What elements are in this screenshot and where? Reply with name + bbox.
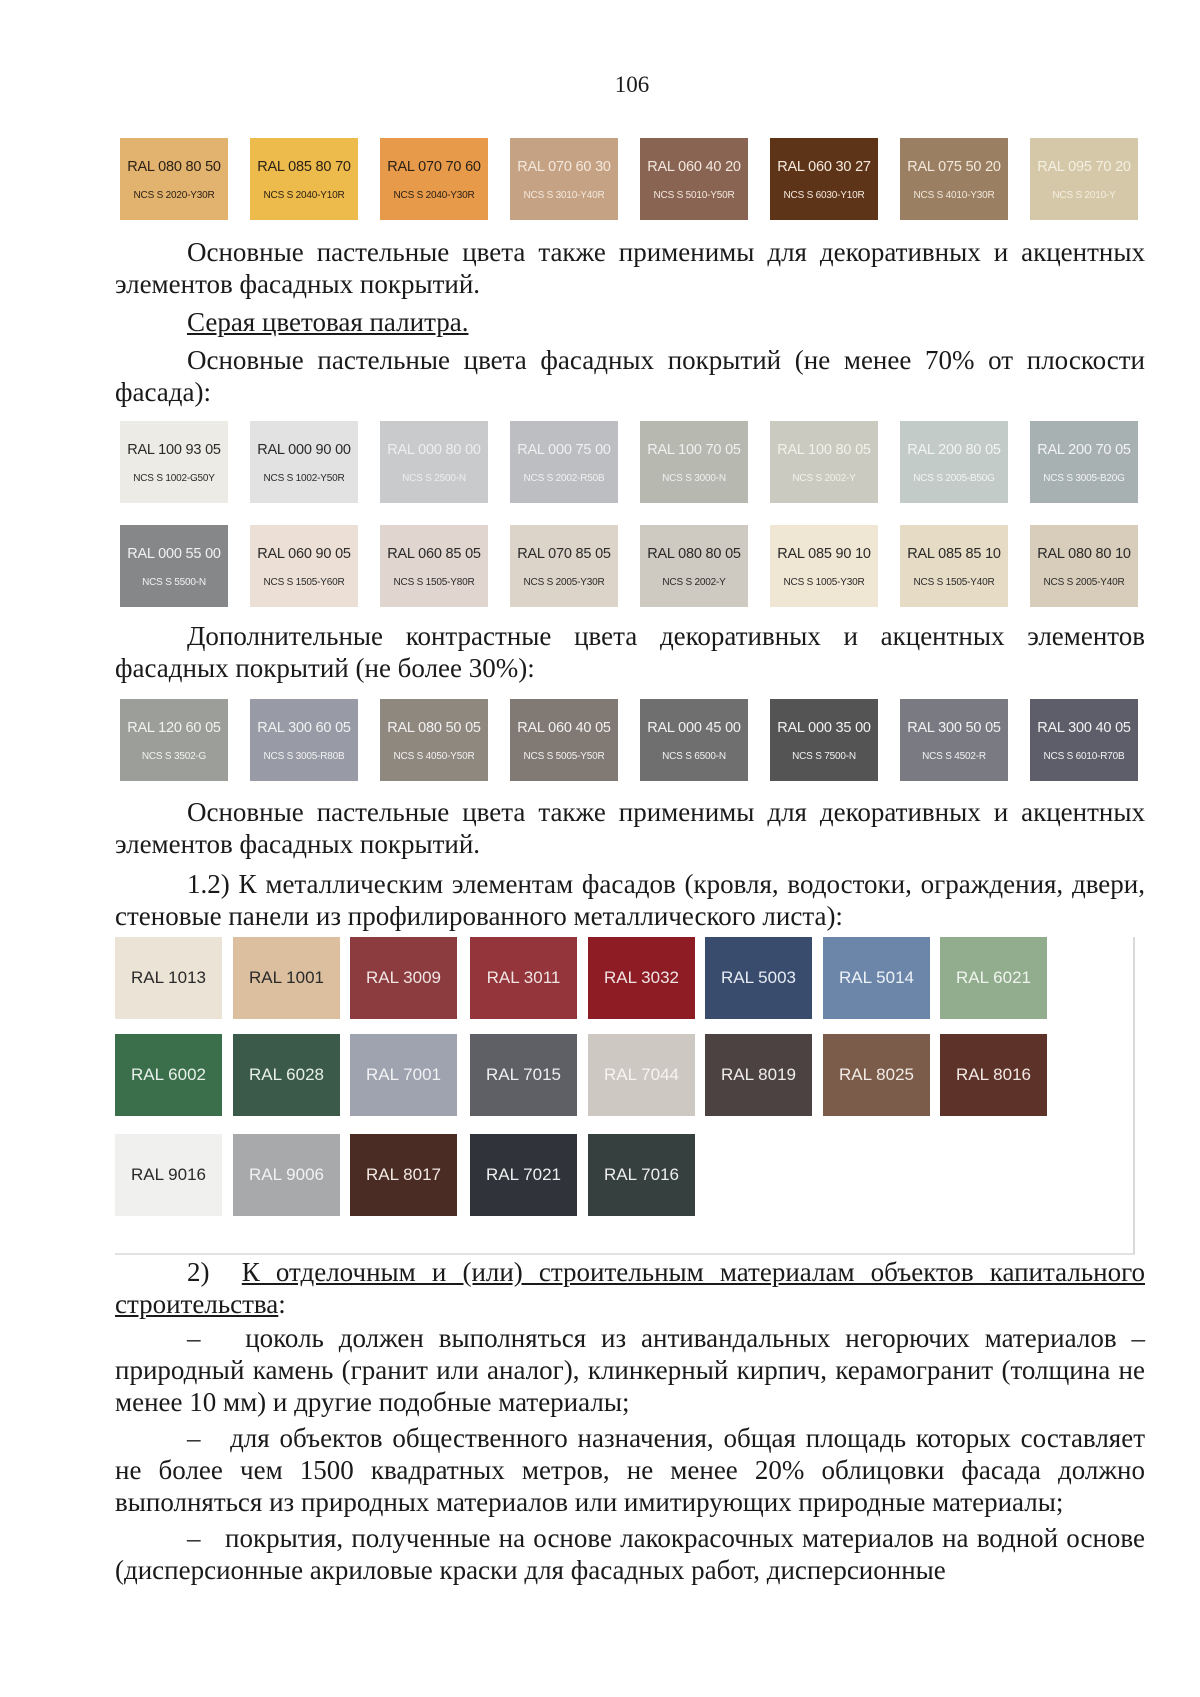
metal-color-swatch: RAL 1001 xyxy=(233,937,340,1019)
paragraph-pastel-note-2: Основные пастельные цвета также применимы для декоративных и акцентных элементов фасадных покрытий. xyxy=(115,797,1145,859)
color-swatch xyxy=(250,421,358,503)
color-swatch xyxy=(770,138,878,220)
ncs-code: NCS S 3502-G xyxy=(141,751,207,762)
color-swatch xyxy=(770,699,878,781)
ral-code: RAL 060 40 05 xyxy=(517,720,611,736)
metal-color-swatch: RAL 8019 xyxy=(705,1034,812,1116)
ncs-code: NCS S 4010-Y30R xyxy=(913,190,995,201)
ral-code: RAL 300 50 05 xyxy=(907,720,1001,736)
ncs-code: NCS S 3005-R80B xyxy=(263,751,345,762)
metal-color-swatch: RAL 9016 xyxy=(115,1134,222,1216)
ncs-code: NCS S 1505-Y40R xyxy=(913,577,995,588)
ral-code: RAL 080 80 10 xyxy=(1037,546,1131,562)
ncs-code: NCS S 2010-Y xyxy=(1052,190,1116,201)
ral-code: RAL 100 80 05 xyxy=(777,442,871,458)
metal-color-swatch: RAL 3032 xyxy=(588,937,695,1019)
ncs-code: NCS S 4502-R xyxy=(922,751,986,762)
ncs-code: NCS S 3010-Y40R xyxy=(523,190,605,201)
ncs-code: NCS S 6010-R70B xyxy=(1043,751,1125,762)
color-swatch xyxy=(640,699,748,781)
materials-heading: К отделочным и (или) строительным материалам объектов капитального строительства xyxy=(115,1257,1145,1319)
color-swatch xyxy=(120,699,228,781)
ncs-code: NCS S 6500-N xyxy=(662,751,726,762)
bullet-marker: – xyxy=(187,1323,201,1353)
ncs-code: NCS S 2002-R50B xyxy=(523,473,605,484)
color-swatch xyxy=(510,525,618,607)
color-swatch xyxy=(250,699,358,781)
ral-code: RAL 200 80 05 xyxy=(907,442,1001,458)
ral-code: RAL 080 50 05 xyxy=(387,720,481,736)
ral-code: RAL 075 50 20 xyxy=(907,159,1001,175)
color-swatch xyxy=(900,699,1008,781)
metal-color-swatch: RAL 8025 xyxy=(823,1034,930,1116)
ncs-code: NCS S 2002-Y xyxy=(792,473,856,484)
ncs-code: NCS S 4050-Y50R xyxy=(393,751,475,762)
metal-color-swatch: RAL 6021 xyxy=(940,937,1047,1019)
color-swatch xyxy=(1030,138,1138,220)
paragraph-pastel-note-1: Основные пастельные цвета также применимы для декоративных и акцентных элементов фасадных покрытий. xyxy=(115,237,1145,299)
ncs-code: NCS S 3000-N xyxy=(662,473,726,484)
ral-code: RAL 120 60 05 xyxy=(127,720,221,736)
ral-code: RAL 080 80 50 xyxy=(127,159,221,175)
metal-color-panel xyxy=(115,937,1135,1255)
color-swatch xyxy=(1030,699,1138,781)
palette-row-contrast xyxy=(120,699,1140,781)
metal-color-swatch: RAL 6028 xyxy=(233,1034,340,1116)
color-swatch xyxy=(380,138,488,220)
ral-code: RAL 100 70 05 xyxy=(647,442,741,458)
color-swatch xyxy=(900,421,1008,503)
paragraph-materials xyxy=(115,1256,1145,1320)
ncs-code: NCS S 2020-Y30R xyxy=(133,190,215,201)
ral-code: RAL 060 40 20 xyxy=(647,159,741,175)
metal-color-swatch: RAL 8017 xyxy=(350,1134,457,1216)
bullet-coatings-text: покрытия, полученные на основе лакокрасочных материалов на водной основе (дисперсионные акриловые краски для фасадных работ, дисперсионные xyxy=(115,1523,1145,1585)
palette-row-grey-1 xyxy=(120,421,1140,503)
color-swatch xyxy=(1030,421,1138,503)
color-swatch xyxy=(250,138,358,220)
page-number: 106 xyxy=(614,72,650,97)
ncs-code: NCS S 3005-B20G xyxy=(1043,473,1125,484)
ral-code: RAL 000 75 00 xyxy=(517,442,611,458)
bullet-coatings xyxy=(115,1522,1145,1586)
ncs-code: NCS S 2500-N xyxy=(402,473,466,484)
color-swatch xyxy=(1030,525,1138,607)
metal-color-swatch: RAL 8016 xyxy=(940,1034,1047,1116)
palette-row-warm xyxy=(120,138,1140,220)
ral-code: RAL 300 40 05 xyxy=(1037,720,1131,736)
ncs-code: NCS S 1505-Y60R xyxy=(263,577,345,588)
ncs-code: NCS S 2040-Y10R xyxy=(263,190,345,201)
ncs-code: NCS S 2002-Y xyxy=(662,577,726,588)
ral-code: RAL 085 80 70 xyxy=(257,159,351,175)
ncs-code: NCS S 1505-Y80R xyxy=(393,577,475,588)
ral-code: RAL 095 70 20 xyxy=(1037,159,1131,175)
color-swatch xyxy=(120,525,228,607)
metal-color-swatch: RAL 7001 xyxy=(350,1034,457,1116)
paragraph-metal-elements: 1.2) К металлическим элементам фасадов (кровля, водостоки, ограждения, двери, стеновые панели из профилированного металлического листа): xyxy=(115,869,1145,931)
ncs-code: NCS S 1002-G50Y xyxy=(133,473,215,484)
color-swatch xyxy=(380,525,488,607)
color-swatch xyxy=(510,138,618,220)
color-swatch xyxy=(510,699,618,781)
metal-color-swatch: RAL 3009 xyxy=(350,937,457,1019)
section-heading-grey xyxy=(115,306,1145,338)
ral-code: RAL 060 30 27 xyxy=(777,159,871,175)
ral-code: RAL 060 90 05 xyxy=(257,546,351,562)
color-swatch xyxy=(900,138,1008,220)
materials-number: 2) xyxy=(187,1257,210,1287)
paragraph-contrast: Дополнительные контрастные цвета декоративных и акцентных элементов фасадных покрытий (не более 30%): xyxy=(115,621,1145,683)
ral-code: RAL 200 70 05 xyxy=(1037,442,1131,458)
ral-code: RAL 000 55 00 xyxy=(127,546,221,562)
palette-row-grey-2 xyxy=(120,525,1140,607)
color-swatch xyxy=(120,421,228,503)
ncs-code: NCS S 2005-Y40R xyxy=(1043,577,1125,588)
ral-code: RAL 060 85 05 xyxy=(387,546,481,562)
ncs-code: NCS S 6030-Y10R xyxy=(783,190,865,201)
ral-code: RAL 000 90 00 xyxy=(257,442,351,458)
color-swatch xyxy=(120,138,228,220)
color-swatch xyxy=(250,525,358,607)
ncs-code: NCS S 7500-N xyxy=(792,751,856,762)
ral-code: RAL 085 85 10 xyxy=(907,546,1001,562)
metal-color-swatch: RAL 7016 xyxy=(588,1134,695,1216)
ncs-code: NCS S 2005-Y30R xyxy=(523,577,605,588)
ncs-code: NCS S 5500-N xyxy=(142,577,206,588)
color-swatch xyxy=(770,525,878,607)
ncs-code: NCS S 5010-Y50R xyxy=(653,190,735,201)
color-swatch xyxy=(380,421,488,503)
ncs-code: NCS S 2005-B50G xyxy=(913,473,995,484)
materials-colon: : xyxy=(278,1289,286,1319)
ncs-code: NCS S 1002-Y50R xyxy=(263,473,345,484)
metal-color-swatch: RAL 1013 xyxy=(115,937,222,1019)
metal-color-swatch: RAL 3011 xyxy=(470,937,577,1019)
ral-code: RAL 100 93 05 xyxy=(127,442,221,458)
paragraph-grey-main: Основные пастельные цвета фасадных покрытий (не менее 70% от плоскости фасада): xyxy=(115,345,1145,407)
color-swatch xyxy=(640,138,748,220)
bullet-plinth-text: цоколь должен выполняться из антивандальных негорючих материалов – природный камень (гранит или аналог), клинкерный кирпич, керамогранит (толщина не менее 10 мм) и другие подобные материалы; xyxy=(115,1323,1145,1417)
color-swatch xyxy=(900,525,1008,607)
color-swatch xyxy=(380,699,488,781)
ral-code: RAL 070 60 30 xyxy=(517,159,611,175)
ral-code: RAL 080 80 05 xyxy=(647,546,741,562)
bullet-marker: – xyxy=(187,1423,201,1453)
ral-code: RAL 070 85 05 xyxy=(517,546,611,562)
color-swatch xyxy=(510,421,618,503)
metal-color-swatch: RAL 9006 xyxy=(233,1134,340,1216)
color-swatch xyxy=(770,421,878,503)
grey-heading-text: Серая цветовая палитра. xyxy=(187,307,469,337)
ral-code: RAL 085 90 10 xyxy=(777,546,871,562)
metal-color-swatch: RAL 7021 xyxy=(470,1134,577,1216)
ral-code: RAL 070 70 60 xyxy=(387,159,481,175)
bullet-public-text: для объектов общественного назначения, общая площадь которых составляет не более чем 1500 квадратных метров, не менее 20% облицовки фасада должно выполняться из природных материалов или имитирующих природные материалы; xyxy=(115,1423,1146,1517)
bullet-marker: – xyxy=(187,1523,201,1553)
ral-code: RAL 000 80 00 xyxy=(387,442,481,458)
color-swatch xyxy=(640,525,748,607)
color-swatch xyxy=(640,421,748,503)
ncs-code: NCS S 2040-Y30R xyxy=(393,190,475,201)
ral-code: RAL 000 45 00 xyxy=(647,720,741,736)
metal-color-swatch: RAL 5014 xyxy=(823,937,930,1019)
ral-code: RAL 000 35 00 xyxy=(777,720,871,736)
ral-code: RAL 300 60 05 xyxy=(257,720,351,736)
metal-color-swatch: RAL 7015 xyxy=(470,1034,577,1116)
metal-color-swatch: RAL 6002 xyxy=(115,1034,222,1116)
ncs-code: NCS S 5005-Y50R xyxy=(523,751,605,762)
metal-color-swatch: RAL 5003 xyxy=(705,937,812,1019)
bullet-plinth xyxy=(115,1322,1145,1418)
bullet-public-buildings xyxy=(115,1422,1145,1518)
metal-color-swatch: RAL 7044 xyxy=(588,1034,695,1116)
ncs-code: NCS S 1005-Y30R xyxy=(783,577,865,588)
